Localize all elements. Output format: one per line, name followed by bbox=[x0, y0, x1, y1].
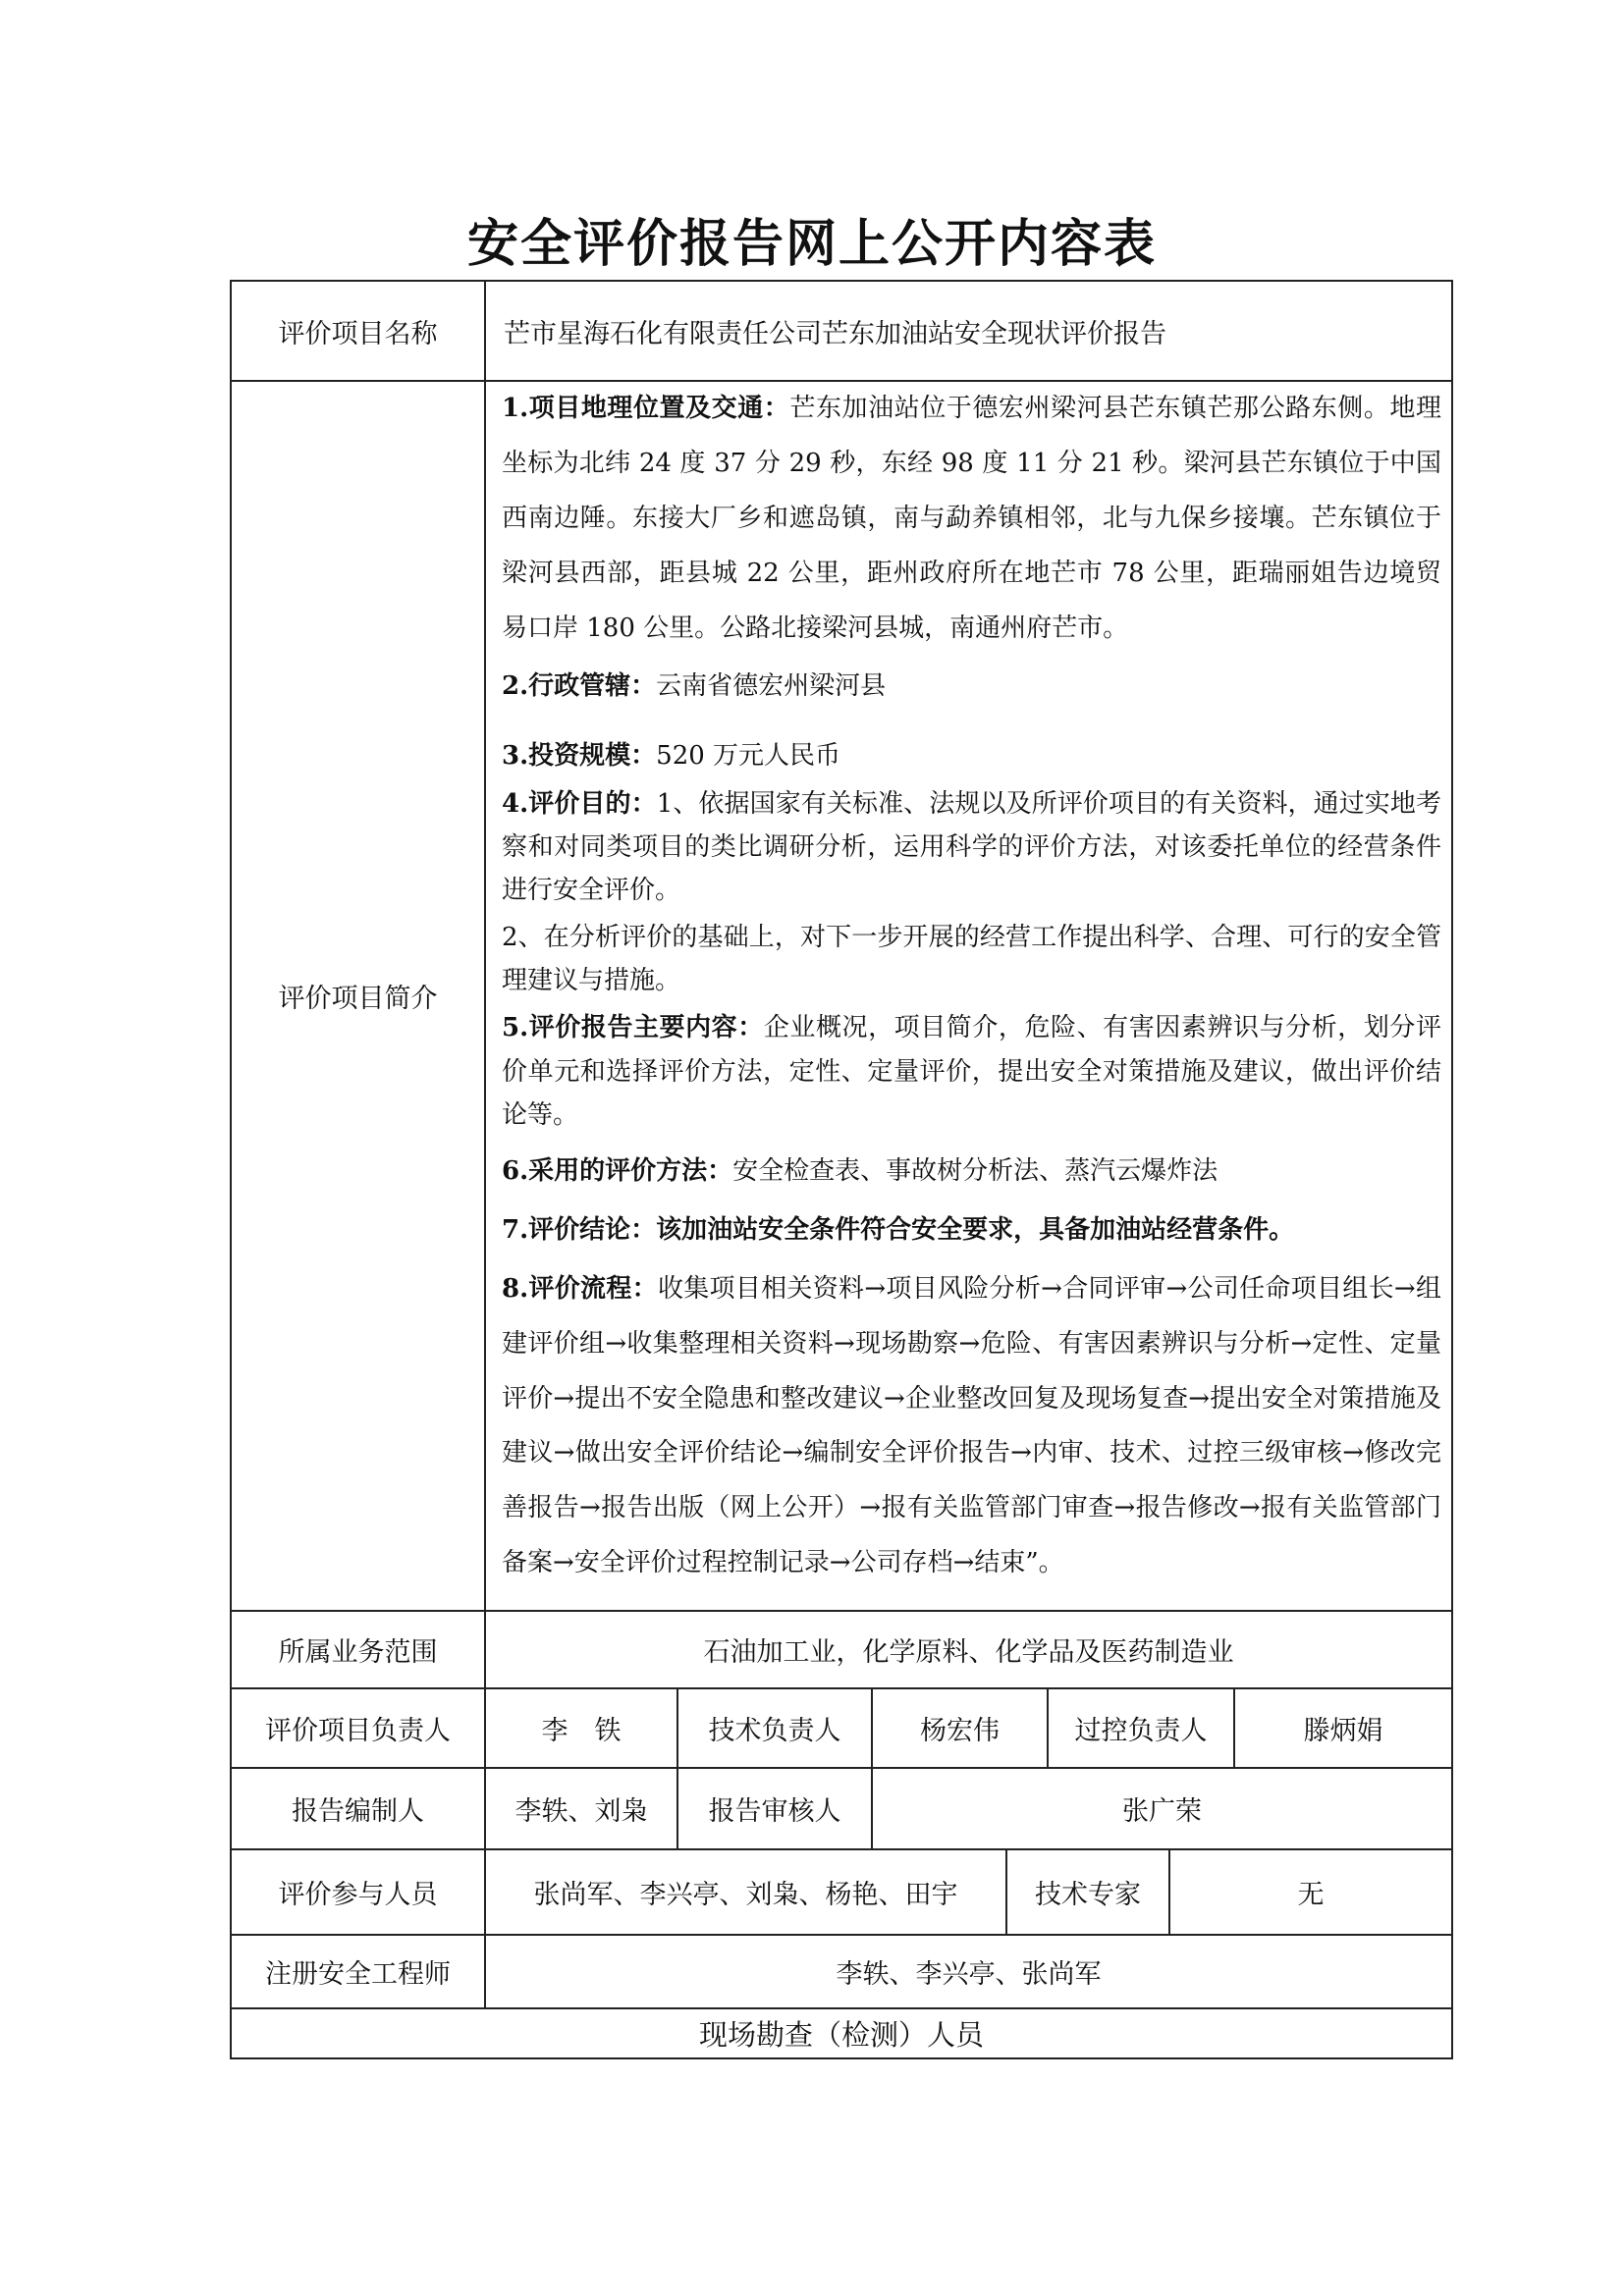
participants-label: 评价参与人员 bbox=[232, 1850, 486, 1936]
expert-value: 无 bbox=[1170, 1850, 1451, 1936]
project-leader-value: 李 铁 bbox=[486, 1689, 678, 1769]
intro-label: 评价项目简介 bbox=[232, 382, 486, 1612]
intro-purpose-2: 2、在分析评价的基础上，对下一步开展的经营工作提出科学、合理、可行的安全管理建议与措施。 bbox=[502, 923, 1441, 996]
business-scope-label: 所属业务范围 bbox=[232, 1612, 486, 1689]
intro-investment: 3.投资规模：520 万元人民币 bbox=[502, 741, 841, 772]
intro-conclusion: 7.评价结论：该加油站安全条件符合安全要求，具备加油站经营条件。 bbox=[502, 1214, 1295, 1245]
engineers-label: 注册安全工程师 bbox=[232, 1936, 486, 2009]
intro-purpose: 4.评价目的：1、依据国家有关标准、法规以及所评价项目的有关资料，通过实地考察和对同类项目的类比调研分析，运用科学的评价方法，对该委托单位的经营条件进行安全评价。 bbox=[502, 788, 1441, 905]
business-scope-value: 石油加工业，化学原料、化学品及医药制造业 bbox=[486, 1612, 1451, 1689]
compiler-label: 报告编制人 bbox=[232, 1769, 486, 1850]
intro-contents: 5.评价报告主要内容：企业概况，项目简介，危险、有害因素辨识与分析，划分评价单元和选择评价方法，定性、定量评价，提出安全对策措施及建议，做出评价结论等。 bbox=[502, 1013, 1441, 1130]
intro-process: 8.评价流程：收集项目相关资料→项目风险分析→合同评审→公司任命项目组长→组建评价组→收集整理相关资料→现场勘察→危险、有害因素辨识与分析→定性、定量评价→提出不安全隐患和整改建议→企业整改回复及现场复查→提出安全对策措施及建议→做出安全评价结论→编制安全评价报告→内审、技术、过控三级审核→修改完善报告→报告出版（网上公开）→报有关监管部门审查→报告修改→报有关监管部门备案→安全评价过程控制记录→公司存档→结束”。 bbox=[502, 1273, 1441, 1578]
intro-methods: 6.采用的评价方法：安全检查表、事故树分析法、蒸汽云爆炸法 bbox=[502, 1156, 1218, 1187]
process-leader-label: 过控负责人 bbox=[1049, 1689, 1235, 1769]
page-title: 安全评价报告网上公开内容表 bbox=[466, 214, 1157, 274]
project-name-label: 评价项目名称 bbox=[232, 282, 486, 382]
intro-admin: 2.行政管辖：云南省德宏州梁河县 bbox=[502, 671, 887, 702]
survey-personnel-heading: 现场勘查（检测）人员 bbox=[698, 2018, 984, 2052]
process-leader-value: 滕炳娟 bbox=[1235, 1689, 1451, 1769]
intro-location: 1.项目地理位置及交通：芒东加油站位于德宏州梁河县芒东镇芒那公路东侧。地理坐标为北纬 24 度 37 分 29 秒，东经 98 度 11 分 21 秒。梁河县芒东镇位于中国西南边陲。东接大厂乡和遮岛镇，南与勐养镇相邻，北与九保乡接壤。芒东镇位于梁河县西部，距县城 22 公里，距州政府所在地芒市 78 公里，距瑞丽姐告边境贸易口岸 180 公里。公路北接梁河县城，南通州府芒市。 bbox=[502, 394, 1441, 643]
disclosure-table bbox=[230, 280, 1453, 2059]
project-name-value: 芒市星海石化有限责任公司芒东加油站安全现状评价报告 bbox=[486, 282, 1451, 382]
reviewer-label: 报告审核人 bbox=[678, 1769, 873, 1850]
project-leader-label: 评价项目负责人 bbox=[232, 1689, 486, 1769]
intro-content bbox=[486, 382, 1451, 1612]
tech-leader-value: 杨宏伟 bbox=[873, 1689, 1049, 1769]
participants-value: 张尚军、李兴亭、刘枭、杨艳、田宇 bbox=[486, 1850, 1007, 1936]
compiler-value: 李轶、刘枭 bbox=[486, 1769, 678, 1850]
expert-label: 技术专家 bbox=[1007, 1850, 1170, 1936]
reviewer-value: 张广荣 bbox=[873, 1769, 1451, 1850]
tech-leader-label: 技术负责人 bbox=[678, 1689, 873, 1769]
engineers-value: 李轶、李兴亭、张尚军 bbox=[486, 1936, 1451, 2009]
